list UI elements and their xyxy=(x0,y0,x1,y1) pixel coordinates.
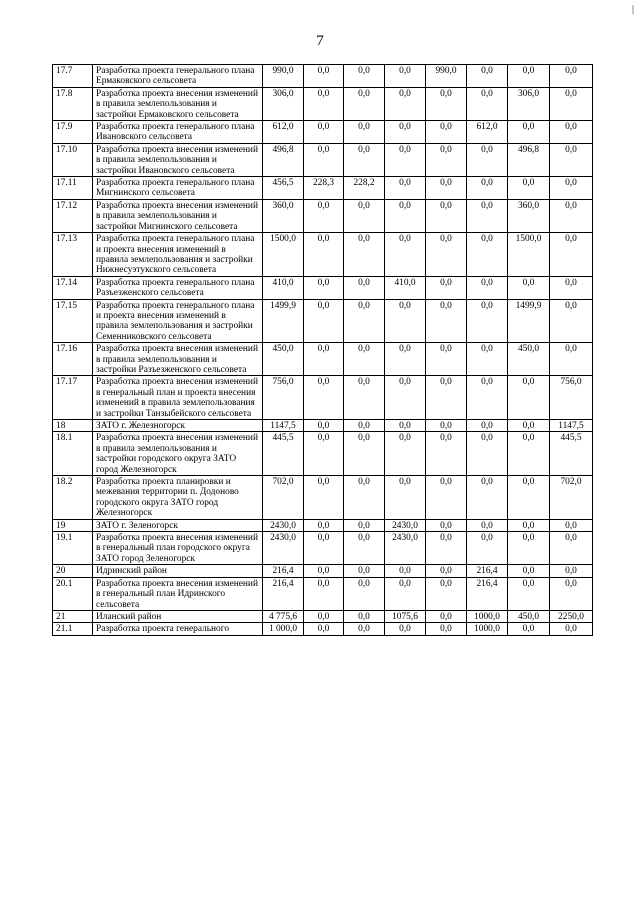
row-number-cell: 17.10 xyxy=(53,143,93,176)
value-cell: 1147,5 xyxy=(263,420,304,432)
row-description-cell: Разработка проекта внесения изменений в правила землепользования и застройки Ивановского сельсовета xyxy=(93,143,263,176)
row-number-cell: 17.13 xyxy=(53,233,93,277)
value-cell: 0,0 xyxy=(550,65,593,88)
value-cell: 0,0 xyxy=(385,376,426,420)
value-cell: 0,0 xyxy=(508,177,550,200)
value-cell: 0,0 xyxy=(508,532,550,565)
value-cell: 216,4 xyxy=(467,565,508,577)
value-cell: 360,0 xyxy=(508,199,550,232)
row-description-cell: Разработка проекта генерального плана Ермаковского сельсовета xyxy=(93,65,263,88)
value-cell: 0,0 xyxy=(426,519,467,531)
corner-mark: | xyxy=(631,4,634,15)
value-cell: 0,0 xyxy=(467,519,508,531)
value-cell: 0,0 xyxy=(550,623,593,635)
value-cell: 0,0 xyxy=(344,299,385,343)
row-number-cell: 18 xyxy=(53,420,93,432)
value-cell: 0,0 xyxy=(467,199,508,232)
value-cell: 0,0 xyxy=(467,299,508,343)
value-cell: 0,0 xyxy=(344,532,385,565)
value-cell: 0,0 xyxy=(385,476,426,520)
row-number-cell: 20.1 xyxy=(53,577,93,610)
value-cell: 0,0 xyxy=(426,623,467,635)
value-cell: 0,0 xyxy=(344,420,385,432)
value-cell: 0,0 xyxy=(550,233,593,277)
row-number-cell: 21 xyxy=(53,610,93,622)
value-cell: 496,8 xyxy=(508,143,550,176)
table-row xyxy=(53,65,593,88)
value-cell: 450,0 xyxy=(508,610,550,622)
value-cell: 0,0 xyxy=(508,432,550,476)
value-cell: 1499,9 xyxy=(263,299,304,343)
value-cell: 0,0 xyxy=(344,343,385,376)
value-cell: 0,0 xyxy=(304,577,344,610)
row-number-cell: 17.17 xyxy=(53,376,93,420)
value-cell: 0,0 xyxy=(344,610,385,622)
table-row xyxy=(53,519,593,531)
value-cell: 228,2 xyxy=(344,177,385,200)
row-description-cell: ЗАТО г. Зеленогорск xyxy=(93,519,263,531)
table-row xyxy=(53,476,593,520)
value-cell: 0,0 xyxy=(550,199,593,232)
value-cell: 0,0 xyxy=(304,65,344,88)
value-cell: 0,0 xyxy=(304,199,344,232)
value-cell: 410,0 xyxy=(263,276,304,299)
value-cell: 445,5 xyxy=(263,432,304,476)
value-cell: 0,0 xyxy=(426,299,467,343)
value-cell: 306,0 xyxy=(508,87,550,120)
value-cell: 0,0 xyxy=(344,143,385,176)
value-cell: 0,0 xyxy=(304,376,344,420)
value-cell: 1499,9 xyxy=(508,299,550,343)
value-cell: 456,5 xyxy=(263,177,304,200)
value-cell: 1 000,0 xyxy=(263,623,304,635)
value-cell: 0,0 xyxy=(508,577,550,610)
value-cell: 1500,0 xyxy=(508,233,550,277)
value-cell: 0,0 xyxy=(344,233,385,277)
table-row xyxy=(53,432,593,476)
value-cell: 0,0 xyxy=(385,565,426,577)
value-cell: 0,0 xyxy=(385,299,426,343)
value-cell: 306,0 xyxy=(263,87,304,120)
value-cell: 0,0 xyxy=(304,420,344,432)
value-cell: 360,0 xyxy=(263,199,304,232)
value-cell: 0,0 xyxy=(467,87,508,120)
value-cell: 0,0 xyxy=(508,476,550,520)
value-cell: 0,0 xyxy=(426,610,467,622)
row-description-cell: Разработка проекта генерального плана Разъезженского сельсовета xyxy=(93,276,263,299)
value-cell: 1000,0 xyxy=(467,610,508,622)
value-cell: 496,8 xyxy=(263,143,304,176)
value-cell: 0,0 xyxy=(385,65,426,88)
value-cell: 0,0 xyxy=(344,432,385,476)
value-cell: 0,0 xyxy=(344,276,385,299)
page-number: 7 xyxy=(316,33,324,49)
table-row xyxy=(53,121,593,144)
value-cell: 0,0 xyxy=(385,432,426,476)
value-cell: 450,0 xyxy=(263,343,304,376)
value-cell: 0,0 xyxy=(385,623,426,635)
row-description-cell: Разработка проекта генерального плана Мигнинского сельсовета xyxy=(93,177,263,200)
value-cell: 1075,6 xyxy=(385,610,426,622)
value-cell: 702,0 xyxy=(263,476,304,520)
table-row xyxy=(53,376,593,420)
value-cell: 0,0 xyxy=(344,476,385,520)
value-cell: 0,0 xyxy=(304,565,344,577)
value-cell: 0,0 xyxy=(344,577,385,610)
table-row xyxy=(53,610,593,622)
table-row xyxy=(53,577,593,610)
row-number-cell: 17.16 xyxy=(53,343,93,376)
value-cell: 2430,0 xyxy=(385,519,426,531)
row-number-cell: 17.7 xyxy=(53,65,93,88)
value-cell: 0,0 xyxy=(304,519,344,531)
value-cell: 0,0 xyxy=(550,343,593,376)
row-number-cell: 18.1 xyxy=(53,432,93,476)
value-cell: 2430,0 xyxy=(263,532,304,565)
value-cell: 0,0 xyxy=(550,519,593,531)
value-cell: 0,0 xyxy=(550,276,593,299)
value-cell: 0,0 xyxy=(550,177,593,200)
value-cell: 0,0 xyxy=(304,432,344,476)
table-row xyxy=(53,565,593,577)
value-cell: 0,0 xyxy=(304,299,344,343)
value-cell: 0,0 xyxy=(426,376,467,420)
row-description-cell: Разработка проекта генерального xyxy=(93,623,263,635)
value-cell: 216,4 xyxy=(467,577,508,610)
value-cell: 0,0 xyxy=(344,87,385,120)
value-cell: 0,0 xyxy=(304,233,344,277)
value-cell: 0,0 xyxy=(385,143,426,176)
value-cell: 0,0 xyxy=(385,343,426,376)
value-cell: 0,0 xyxy=(344,65,385,88)
value-cell: 0,0 xyxy=(344,519,385,531)
value-cell: 0,0 xyxy=(467,432,508,476)
value-cell: 0,0 xyxy=(385,121,426,144)
row-description-cell: Разработка проекта внесения изменений в генеральный план и проекта внесения изменений в правила землепользования и застройки Танзыбейского сельсовета xyxy=(93,376,263,420)
value-cell: 0,0 xyxy=(385,577,426,610)
row-description-cell: Разработка проекта внесения изменений в генеральный план Идринского сельсовета xyxy=(93,577,263,610)
row-description-cell: Разработка проекта генерального плана Ивановского сельсовета xyxy=(93,121,263,144)
table-row xyxy=(53,532,593,565)
value-cell: 0,0 xyxy=(550,577,593,610)
value-cell: 216,4 xyxy=(263,565,304,577)
value-cell: 2430,0 xyxy=(385,532,426,565)
table-row xyxy=(53,623,593,635)
value-cell: 0,0 xyxy=(385,233,426,277)
value-cell: 0,0 xyxy=(426,199,467,232)
table-row xyxy=(53,177,593,200)
table-row xyxy=(53,420,593,432)
value-cell: 0,0 xyxy=(467,532,508,565)
value-cell: 0,0 xyxy=(426,565,467,577)
value-cell: 0,0 xyxy=(508,519,550,531)
value-cell: 0,0 xyxy=(467,420,508,432)
value-cell: 0,0 xyxy=(304,87,344,120)
value-cell: 0,0 xyxy=(550,87,593,120)
value-cell: 0,0 xyxy=(508,276,550,299)
value-cell: 0,0 xyxy=(304,623,344,635)
row-description-cell: Разработка проекта внесения изменений в генеральный план городского округа ЗАТО город Зеленогорск xyxy=(93,532,263,565)
value-cell: 0,0 xyxy=(426,577,467,610)
value-cell: 0,0 xyxy=(426,121,467,144)
value-cell: 445,5 xyxy=(550,432,593,476)
value-cell: 0,0 xyxy=(344,199,385,232)
value-cell: 2430,0 xyxy=(263,519,304,531)
value-cell: 0,0 xyxy=(344,121,385,144)
value-cell: 0,0 xyxy=(304,343,344,376)
value-cell: 0,0 xyxy=(426,532,467,565)
row-description-cell: Разработка проекта генерального плана и проекта внесения изменений в правила землепользования и застройки Нижнесуэтукского сельсовета xyxy=(93,233,263,277)
value-cell: 756,0 xyxy=(263,376,304,420)
value-cell: 0,0 xyxy=(550,565,593,577)
row-number-cell: 17.9 xyxy=(53,121,93,144)
row-description-cell: Разработка проекта внесения изменений в правила землепользования и застройки Ермаковского сельсовета xyxy=(93,87,263,120)
value-cell: 0,0 xyxy=(385,87,426,120)
value-cell: 0,0 xyxy=(304,276,344,299)
value-cell: 990,0 xyxy=(426,65,467,88)
value-cell: 0,0 xyxy=(304,121,344,144)
value-cell: 0,0 xyxy=(344,623,385,635)
value-cell: 0,0 xyxy=(426,432,467,476)
value-cell: 0,0 xyxy=(344,565,385,577)
value-cell: 0,0 xyxy=(426,177,467,200)
value-cell: 0,0 xyxy=(426,476,467,520)
value-cell: 0,0 xyxy=(550,121,593,144)
value-cell: 0,0 xyxy=(467,276,508,299)
value-cell: 0,0 xyxy=(508,65,550,88)
row-number-cell: 19.1 xyxy=(53,532,93,565)
value-cell: 0,0 xyxy=(426,420,467,432)
value-cell: 612,0 xyxy=(263,121,304,144)
row-number-cell: 17.12 xyxy=(53,199,93,232)
value-cell: 0,0 xyxy=(426,233,467,277)
value-cell: 0,0 xyxy=(304,610,344,622)
row-description-cell: Иланский район xyxy=(93,610,263,622)
value-cell: 0,0 xyxy=(426,276,467,299)
value-cell: 756,0 xyxy=(550,376,593,420)
table-row xyxy=(53,299,593,343)
row-description-cell: Идринский район xyxy=(93,565,263,577)
value-cell: 1000,0 xyxy=(467,623,508,635)
table-row xyxy=(53,276,593,299)
value-cell: 0,0 xyxy=(467,177,508,200)
value-cell: 0,0 xyxy=(426,87,467,120)
value-cell: 216,4 xyxy=(263,577,304,610)
value-cell: 702,0 xyxy=(550,476,593,520)
value-cell: 0,0 xyxy=(550,143,593,176)
value-cell: 0,0 xyxy=(550,299,593,343)
value-cell: 1500,0 xyxy=(263,233,304,277)
value-cell: 228,3 xyxy=(304,177,344,200)
row-description-cell: ЗАТО г. Железногорск xyxy=(93,420,263,432)
value-cell: 0,0 xyxy=(426,143,467,176)
value-cell: 4 775,6 xyxy=(263,610,304,622)
row-number-cell: 20 xyxy=(53,565,93,577)
value-cell: 1147,5 xyxy=(550,420,593,432)
table-row xyxy=(53,343,593,376)
value-cell: 0,0 xyxy=(467,476,508,520)
table-row xyxy=(53,143,593,176)
value-cell: 0,0 xyxy=(304,143,344,176)
value-cell: 0,0 xyxy=(467,143,508,176)
table-body xyxy=(53,65,593,636)
row-number-cell: 17.14 xyxy=(53,276,93,299)
value-cell: 0,0 xyxy=(385,420,426,432)
row-description-cell: Разработка проекта планировки и межевания территории п. Додоново городского округа ЗАТО город Железногорск xyxy=(93,476,263,520)
value-cell: 0,0 xyxy=(385,177,426,200)
row-description-cell: Разработка проекта генерального плана и проекта внесения изменений в правила землепользования и застройки Семенниковского сельсовета xyxy=(93,299,263,343)
row-description-cell: Разработка проекта внесения изменений в правила землепользования и застройки Мигнинского сельсовета xyxy=(93,199,263,232)
value-cell: 0,0 xyxy=(467,233,508,277)
value-cell: 2250,0 xyxy=(550,610,593,622)
value-cell: 410,0 xyxy=(385,276,426,299)
table-row xyxy=(53,233,593,277)
row-number-cell: 17.8 xyxy=(53,87,93,120)
value-cell: 0,0 xyxy=(508,121,550,144)
value-cell: 0,0 xyxy=(550,532,593,565)
table-row xyxy=(53,87,593,120)
value-cell: 0,0 xyxy=(508,565,550,577)
value-cell: 0,0 xyxy=(467,65,508,88)
value-cell: 0,0 xyxy=(304,532,344,565)
value-cell: 0,0 xyxy=(508,623,550,635)
value-cell: 0,0 xyxy=(508,420,550,432)
value-cell: 0,0 xyxy=(304,476,344,520)
value-cell: 450,0 xyxy=(508,343,550,376)
value-cell: 0,0 xyxy=(385,199,426,232)
value-cell: 0,0 xyxy=(344,376,385,420)
value-cell: 990,0 xyxy=(263,65,304,88)
row-number-cell: 19 xyxy=(53,519,93,531)
value-cell: 0,0 xyxy=(467,343,508,376)
row-number-cell: 18.2 xyxy=(53,476,93,520)
value-cell: 0,0 xyxy=(467,376,508,420)
budget-table xyxy=(52,64,593,636)
row-number-cell: 17.15 xyxy=(53,299,93,343)
value-cell: 612,0 xyxy=(467,121,508,144)
row-description-cell: Разработка проекта внесения изменений в правила землепользования и застройки Разъезженского сельсовета xyxy=(93,343,263,376)
table-row xyxy=(53,199,593,232)
row-number-cell: 21.1 xyxy=(53,623,93,635)
row-description-cell: Разработка проекта внесения изменений в правила землепользования и застройки городского округа ЗАТО город Железногорск xyxy=(93,432,263,476)
value-cell: 0,0 xyxy=(426,343,467,376)
value-cell: 0,0 xyxy=(508,376,550,420)
row-number-cell: 17.11 xyxy=(53,177,93,200)
